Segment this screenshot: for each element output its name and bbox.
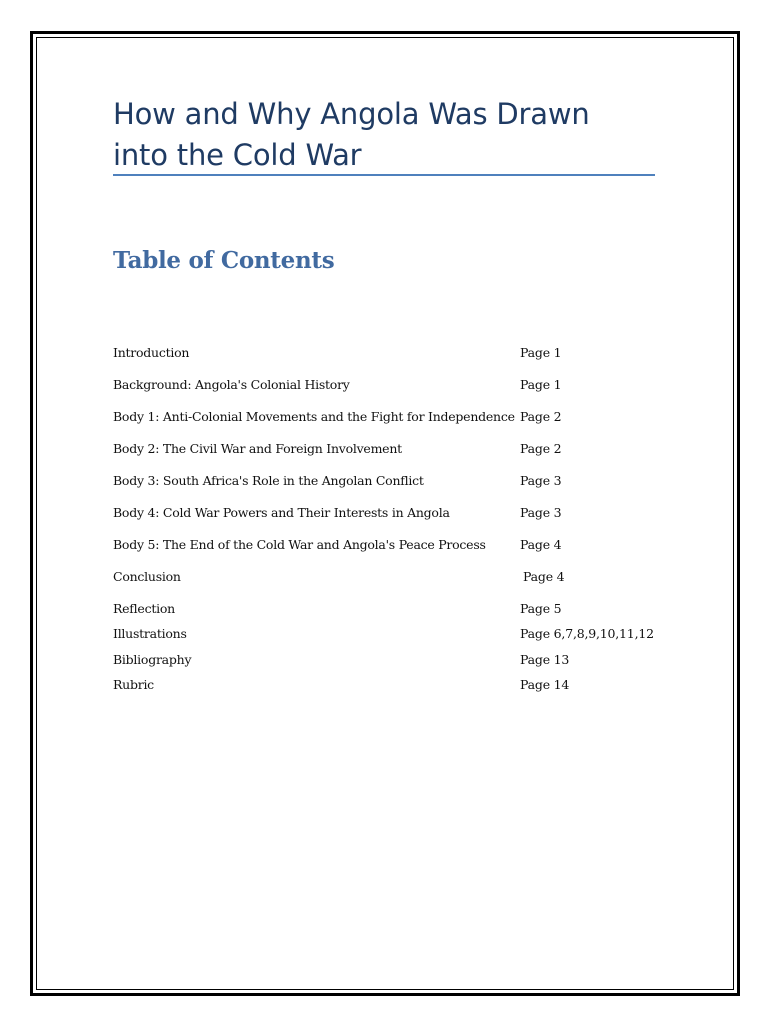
toc-entry-label: Rubric [113, 677, 154, 692]
toc-entry-label: Body 5: The End of the Cold War and Angola's Peace Process [113, 537, 486, 552]
toc-entry-rubric [113, 675, 673, 695]
toc-entry-page: Page 1 [520, 377, 562, 392]
toc-heading: Table of Contents [113, 247, 335, 274]
toc-entry-body-1 [113, 407, 673, 427]
toc-entry-label: Body 1: Anti-Colonial Movements and the Fight for Independence [113, 409, 515, 424]
toc-entry-illustrations [113, 624, 673, 644]
toc-entry-body-2 [113, 439, 673, 459]
toc-entry-page: Page 1 [520, 345, 562, 360]
toc-entry-conclusion [113, 567, 673, 587]
toc-entry-introduction [113, 343, 673, 363]
toc-entry-page: Page 5 [520, 601, 562, 616]
toc-entry-bibliography [113, 650, 673, 670]
toc-entry-page: Page 4 [520, 537, 562, 552]
toc-entry-label: Conclusion [113, 569, 181, 584]
toc-entry-body-4 [113, 503, 673, 523]
toc-entry-label: Body 4: Cold War Powers and Their Interests in Angola [113, 505, 450, 520]
toc-entry-label: Background: Angola's Colonial History [113, 377, 350, 392]
toc-entry-label: Reflection [113, 601, 175, 616]
toc-entry-body-3 [113, 471, 673, 491]
toc-entry-page: Page 2 [520, 441, 562, 456]
toc-entry-page: Page 3 [520, 473, 562, 488]
toc-entry-label: Introduction [113, 345, 190, 360]
toc-entry-page: Page 13 [520, 652, 570, 667]
toc-entry-background [113, 375, 673, 395]
toc-entry-page: Page 2 [520, 409, 562, 424]
title-underline [113, 174, 655, 176]
toc-entry-label: Bibliography [113, 652, 192, 667]
toc-entry-reflection [113, 599, 673, 619]
toc-entry-label: Illustrations [113, 626, 187, 641]
toc-entry-page: Page 6,7,8,9,10,11,12 [520, 626, 654, 641]
toc-entry-label: Body 3: South Africa's Role in the Angolan Conflict [113, 473, 424, 488]
toc-entry-label: Body 2: The Civil War and Foreign Involvement [113, 441, 402, 456]
toc-entry-page: Page 14 [520, 677, 570, 692]
toc-entry-body-5 [113, 535, 673, 555]
document-title: How and Why Angola Was Drawn into the Cold War [113, 97, 590, 172]
toc-entry-page: Page 4 [523, 569, 565, 584]
toc-entry-page: Page 3 [520, 505, 562, 520]
